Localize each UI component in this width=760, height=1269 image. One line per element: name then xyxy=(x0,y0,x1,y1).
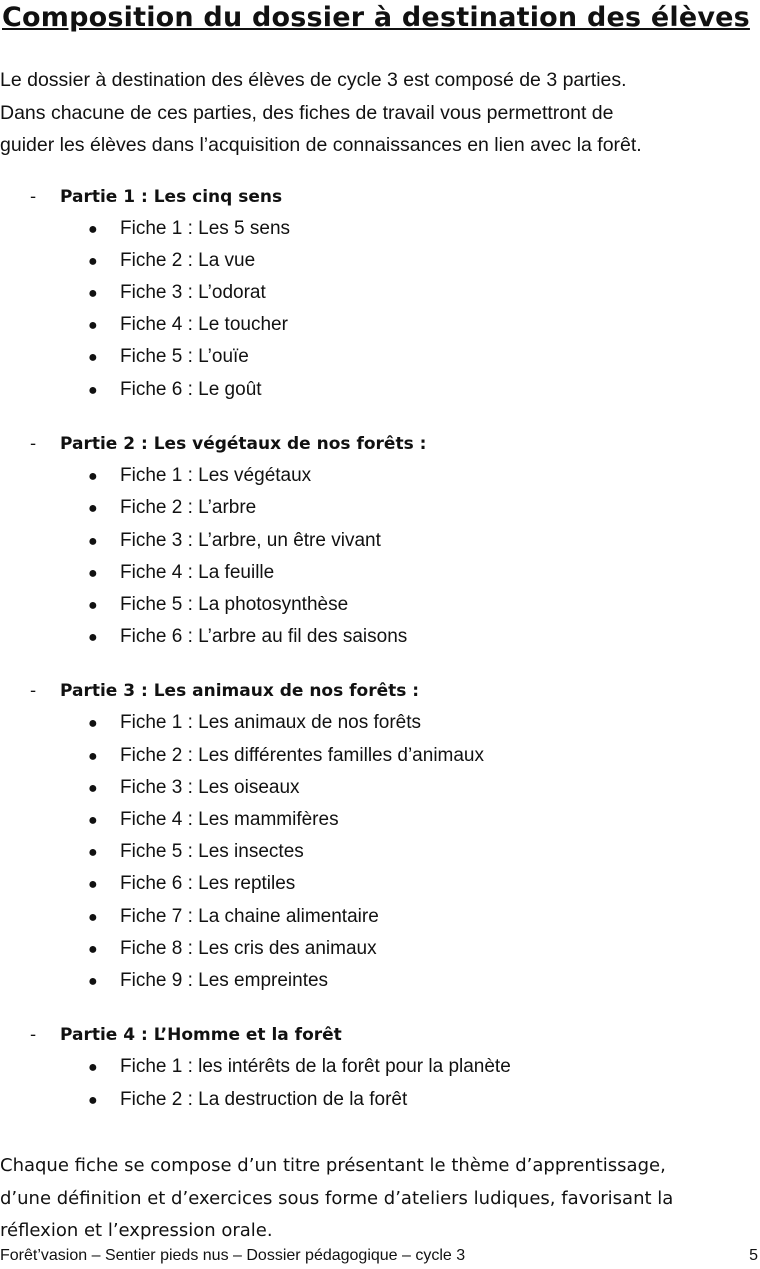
bullet-icon: ● xyxy=(88,876,98,893)
closing-line: d’une définition et d’exercices sous forme d’ateliers ludiques, favorisant la xyxy=(0,1187,674,1209)
bullet-icon: ● xyxy=(88,941,98,958)
closing-line: Chaque fiche se compose d’un titre présentant le thème d’apprentissage, xyxy=(0,1155,666,1176)
list-item: ● Fiche 1 : Les 5 sens xyxy=(88,218,291,239)
intro-line: Dans chacune de ces parties, des fiches de travail vous permettront de xyxy=(0,101,614,124)
list-item: ● Fiche 2 : La vue xyxy=(88,250,256,271)
bullet-icon: ● xyxy=(88,780,98,797)
list-item: ● Fiche 6 : L’arbre au fil des saisons xyxy=(88,626,408,647)
bullet-icon: ● xyxy=(88,468,98,485)
list-item: ● Fiche 1 : Les animaux de nos forêts xyxy=(88,712,421,733)
part-2-title: Partie 2 : Les végétaux de nos forêts : xyxy=(60,434,427,454)
part-2-heading xyxy=(30,434,426,454)
part-3-heading xyxy=(30,681,419,701)
list-item: ● Fiche 2 : Les différentes familles d’animaux xyxy=(88,745,484,766)
bullet-icon: ● xyxy=(88,629,98,646)
dash-marker: - xyxy=(30,187,37,207)
closing-line: réflexion et l’expression orale. xyxy=(0,1220,273,1241)
list-item: ● Fiche 8 : Les cris des animaux xyxy=(88,938,377,959)
bullet-icon: ● xyxy=(88,533,98,550)
bullet-icon: ● xyxy=(88,253,98,270)
bullet-icon: ● xyxy=(88,285,98,302)
dash-marker: - xyxy=(30,681,37,701)
bullet-icon: ● xyxy=(88,909,98,926)
list-item: ● Fiche 1 : Les végétaux xyxy=(88,465,312,486)
list-item: ● Fiche 9 : Les empreintes xyxy=(88,970,329,991)
list-item: ● Fiche 2 : La destruction de la forêt xyxy=(88,1089,408,1110)
bullet-icon: ● xyxy=(88,500,98,517)
part-1-heading xyxy=(30,187,282,207)
list-item: ● Fiche 5 : Les insectes xyxy=(88,841,304,862)
list-item: ● Fiche 6 : Le goût xyxy=(88,379,262,400)
list-item: ● Fiche 4 : Le toucher xyxy=(88,314,288,335)
intro-paragraph xyxy=(0,64,740,162)
part-1-title: Partie 1 : Les cinq sens xyxy=(60,187,283,207)
bullet-icon: ● xyxy=(88,844,98,861)
bullet-icon: ● xyxy=(88,748,98,765)
list-item: ● Fiche 5 : L’ouïe xyxy=(88,346,249,367)
list-item: ● Fiche 3 : L’arbre, un être vivant xyxy=(88,530,381,551)
page-footer xyxy=(0,1247,760,1265)
list-item: ● Fiche 3 : Les oiseaux xyxy=(88,777,300,798)
bullet-icon: ● xyxy=(88,221,98,238)
bullet-icon: ● xyxy=(88,1092,98,1109)
list-item: ● Fiche 6 : Les reptiles xyxy=(88,873,296,894)
part-4-heading xyxy=(30,1025,342,1045)
bullet-icon: ● xyxy=(88,597,98,614)
footer-text: Forêt’vasion – Sentier pieds nus – Dossier pédagogique – cycle 3 xyxy=(0,1247,466,1264)
bullet-icon: ● xyxy=(88,565,98,582)
list-item: ● Fiche 5 : La photosynthèse xyxy=(88,594,349,615)
list-item: ● Fiche 7 : La chaine alimentaire xyxy=(88,906,379,927)
list-item: ● Fiche 4 : Les mammifères xyxy=(88,809,339,830)
list-item: ● Fiche 4 : La feuille xyxy=(88,562,275,583)
page-title: Composition du dossier à destination des élèves xyxy=(2,2,750,33)
dash-marker: - xyxy=(30,434,37,454)
list-item: ● Fiche 2 : L’arbre xyxy=(88,497,257,518)
intro-line: Le dossier à destination des élèves de cycle 3 est composé de 3 parties. xyxy=(0,69,627,91)
bullet-icon: ● xyxy=(88,317,98,334)
bullet-icon: ● xyxy=(88,1059,98,1076)
bullet-icon: ● xyxy=(88,812,98,829)
dash-marker: - xyxy=(30,1025,37,1045)
bullet-icon: ● xyxy=(88,382,98,399)
part-3-title: Partie 3 : Les animaux de nos forêts : xyxy=(60,681,420,701)
bullet-icon: ● xyxy=(88,715,98,732)
intro-line: guider les élèves dans l’acquisition de connaissances en lien avec la forêt. xyxy=(0,134,642,156)
bullet-icon: ● xyxy=(88,349,98,366)
page-number: 5 xyxy=(749,1247,758,1264)
list-item: ● Fiche 3 : L’odorat xyxy=(88,282,266,303)
list-item: ● Fiche 1 : les intérêts de la forêt pour la planète xyxy=(88,1056,511,1077)
closing-paragraph xyxy=(0,1150,730,1248)
bullet-icon: ● xyxy=(88,973,98,990)
part-4-title: Partie 4 : L’Homme et la forêt xyxy=(60,1025,342,1045)
